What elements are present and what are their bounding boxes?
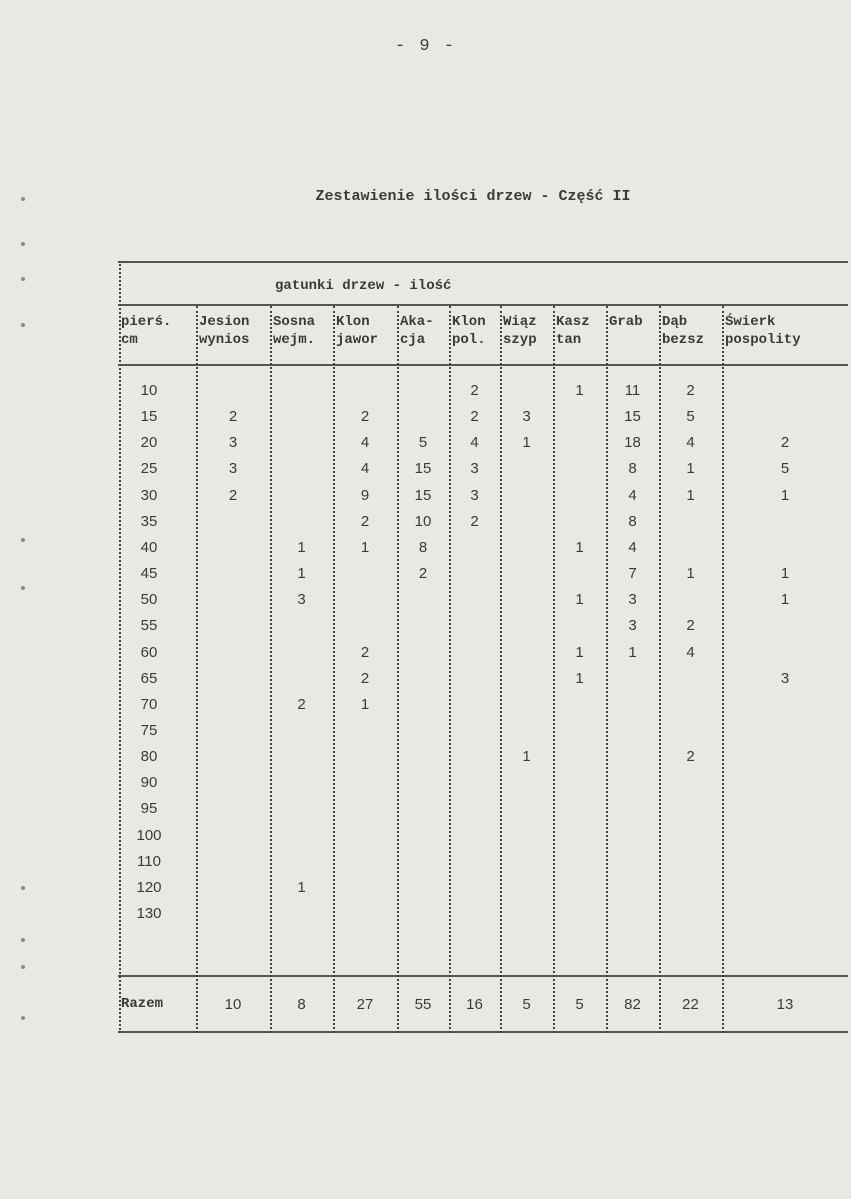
column-header-line1: Wiąz [503,314,537,330]
count-cell: 2 [228,408,238,426]
table-rule [118,1031,848,1033]
count-cell: 3 [470,486,479,504]
column-header-line1: pierś. [121,314,172,330]
column-header-line2: jawor [336,332,379,348]
total-cell: 55 [414,996,432,1013]
column-header [662,313,704,349]
count-cell: 8 [418,538,428,556]
count-cell: 2 [418,565,428,583]
binder-hole [21,242,25,246]
count-cell: 1 [686,565,695,583]
total-cell: 82 [624,996,641,1013]
column-header-line2: bezsz [662,332,705,348]
diameter-cell: 45 [140,565,158,583]
count-cell: 1 [297,878,306,896]
binder-hole [21,277,25,281]
count-cell: 1 [686,460,695,478]
column-header-line1: Jesion [199,314,250,330]
count-cell: 2 [470,408,479,426]
count-cell: 3 [470,460,479,478]
count-cell: 4 [628,486,637,504]
count-cell: 2 [360,643,370,661]
count-cell: 1 [297,538,306,556]
column-separator [270,306,272,1033]
diameter-cell: 75 [140,721,158,739]
count-cell: 3 [628,617,637,635]
count-cell: 3 [628,591,637,609]
table-rule [118,261,848,263]
count-cell: 3 [228,460,238,478]
binder-hole [21,586,25,590]
diameter-cell: 60 [140,643,158,661]
column-header-line1: Aka- [400,314,434,330]
count-cell: 3 [522,408,531,426]
count-cell: 2 [360,512,370,530]
count-cell: 11 [624,382,641,399]
count-cell: 2 [686,617,695,635]
total-cell: 5 [575,996,584,1013]
count-cell: 1 [780,486,790,504]
column-header-line1: Kasz [556,314,590,330]
count-cell: 1 [575,538,584,556]
column-header [199,313,249,349]
binder-hole [21,886,25,890]
totals-label: Razem [121,996,164,1012]
count-cell: 15 [624,408,641,426]
count-cell: 2 [686,748,695,766]
column-header [273,313,315,349]
column-header-line2: cm [121,332,138,348]
count-cell: 2 [297,695,306,713]
count-cell: 4 [686,434,695,452]
column-header-line1: Sosna [273,314,316,330]
diameter-cell: 30 [140,486,158,504]
diameter-cell: 130 [136,905,162,922]
page-number: - 9 - [394,37,456,56]
count-cell: 4 [360,460,370,478]
column-header-line2: szyp [503,332,537,348]
count-cell: 15 [414,460,432,478]
species-group-label: gatunki drzew - ilość [275,278,452,294]
count-cell: 2 [360,408,370,426]
count-cell: 4 [628,538,637,556]
binder-hole [21,197,25,201]
count-cell: 1 [575,643,584,661]
binder-hole [21,323,25,327]
count-cell: 1 [575,669,584,687]
diameter-cell: 120 [136,878,162,896]
page-title: Zestawienie ilości drzew - Część II [315,188,631,205]
count-cell: 1 [360,695,370,713]
diameter-cell: 35 [140,512,158,530]
column-header-line1: Grab [609,314,643,330]
count-cell: 2 [686,382,695,399]
diameter-cell: 40 [140,538,158,556]
column-header-line2: pospolity [725,332,801,348]
count-cell: 10 [414,512,432,530]
column-header [609,313,643,331]
count-cell: 2 [228,486,238,504]
diameter-cell: 20 [140,434,158,452]
column-header [452,313,486,349]
count-cell: 1 [686,486,695,504]
total-cell: 10 [224,996,242,1013]
table-rule [118,975,848,977]
column-header-line1: Klon [452,314,486,330]
diameter-cell: 65 [140,669,158,687]
count-cell: 1 [628,643,637,661]
count-cell: 7 [628,565,637,583]
binder-hole [21,1016,25,1020]
count-cell: 1 [780,591,790,609]
binder-hole [21,538,25,542]
binder-hole [21,965,25,969]
count-cell: 8 [628,460,637,478]
column-header-line2: tan [556,332,582,348]
count-cell: 5 [780,460,790,478]
count-cell: 5 [686,408,695,426]
count-cell: 2 [470,382,479,399]
diameter-cell: 70 [140,695,158,713]
diameter-cell: 80 [140,748,158,766]
column-header-line1: Dąb [662,314,688,330]
total-cell: 13 [776,996,794,1013]
column-header-line1: Świerk [725,314,776,330]
count-cell: 3 [228,434,238,452]
count-cell: 1 [297,565,306,583]
column-header [336,313,378,349]
total-cell: 8 [297,996,306,1013]
count-cell: 1 [780,565,790,583]
diameter-cell: 50 [140,591,158,609]
diameter-cell: 25 [140,460,158,478]
count-cell: 3 [780,669,790,687]
column-header [121,313,171,349]
diameter-cell: 95 [140,800,158,818]
table-rule [118,364,848,366]
column-header [556,313,590,349]
count-cell: 2 [780,434,790,452]
count-cell: 9 [360,486,370,504]
column-header [503,313,537,349]
total-cell: 5 [522,996,531,1013]
column-header-line2: wejm. [273,332,316,348]
column-separator [397,306,399,1033]
diameter-cell: 15 [140,408,158,426]
count-cell: 1 [522,748,531,766]
column-header-line2: pol. [452,332,486,348]
diameter-cell: 55 [140,617,158,635]
column-header [725,313,801,349]
count-cell: 1 [575,382,584,399]
column-header [400,313,434,349]
count-cell: 4 [360,434,370,452]
column-header-line1: Klon [336,314,370,330]
column-separator [119,261,121,1033]
total-cell: 16 [466,996,483,1013]
count-cell: 5 [418,434,428,452]
total-cell: 22 [682,996,699,1013]
diameter-cell: 100 [136,826,162,844]
count-cell: 4 [470,434,479,452]
column-header-line2: cja [400,332,426,348]
count-cell: 3 [297,591,306,609]
count-cell: 15 [414,486,432,504]
count-cell: 18 [624,434,641,452]
count-cell: 1 [360,538,370,556]
total-cell: 27 [356,996,374,1013]
count-cell: 8 [628,512,637,530]
table-rule [118,304,848,306]
count-cell: 1 [522,434,531,452]
diameter-cell: 110 [137,852,161,870]
count-cell: 2 [470,512,479,530]
count-cell: 1 [575,591,584,609]
binder-hole [21,938,25,942]
count-cell: 2 [360,669,370,687]
count-cell: 4 [686,643,695,661]
column-header-line2: wynios [199,332,250,348]
diameter-cell: 10 [140,382,158,399]
diameter-cell: 90 [140,774,158,792]
